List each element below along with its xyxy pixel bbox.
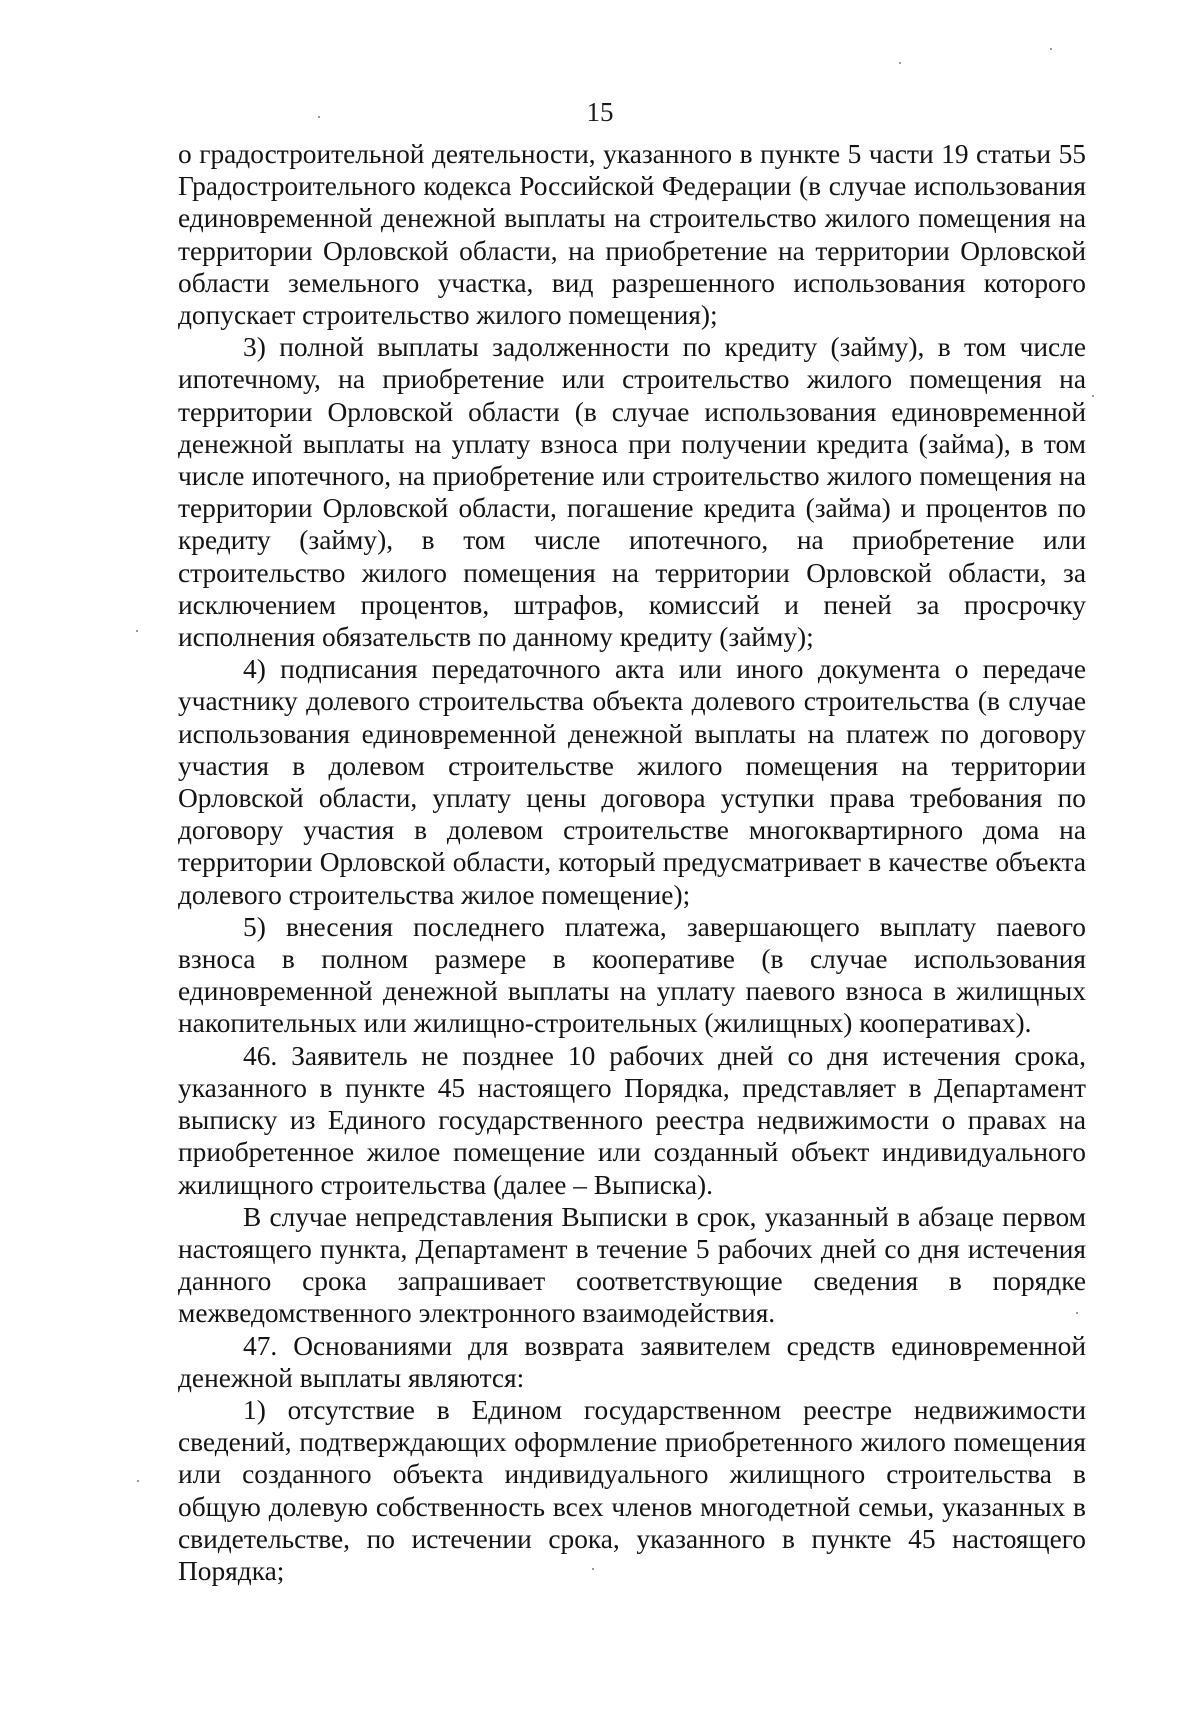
scan-speck [137,1480,139,1482]
scan-speck [1076,1312,1078,1314]
scan-speck [1092,395,1094,397]
scan-speck [899,62,901,64]
paragraph-item-5: 5) внесения последнего платежа, завершающего выплату паевого взноса в полном размере в кооперативе (в случае использования единовременной денежной выплаты на уплату паевого взноса в жилищных накопительных или жилищно-строительных (жилищных) кооперативах). [178,911,1086,1039]
paragraph-item-3: 3) полной выплаты задолженности по кредиту (займу), в том числе ипотечному, на приобретение или строительство жилого помещения на территории Орловской области (в случае использования единовременной денежной выплаты на уплату взноса при получении кредита (займа), в том числе ипотечного, на приобретение или строительство жилого помещения на территории Орловской области, погашение кредита (займа) и процентов по кредиту (займу), в том числе ипотечного, на приобретение или строительство жилого помещения на территории Орловской области, за исключением процентов, штрафов, комиссий и пеней за просрочку исполнения обязательств по данному кредиту (займу); [178,332,1086,653]
page-number: 15 [586,97,614,127]
scan-speck [136,630,138,632]
paragraph-clause-47: 47. Основаниями для возврата заявителем средств единовременной денежной выплаты являются: [178,1330,1086,1393]
document-body [178,138,1086,1587]
paragraph-continuation: о градостроительной деятельности, указанного в пункте 5 части 19 статьи 55 Градостроительного кодекса Российской Федерации (в случае использования единовременной денежной выплаты на строительство жилого помещения на территории Орловской области, на приобретение на территории Орловской области земельного участка, вид разрешенного использования которого допускает строительство жилого помещения); [178,139,1086,331]
paragraph-clause-46: 46. Заявитель не позднее 10 рабочих дней со дня истечения срока, указанного в пункте 45 настоящего Порядка, представляет в Департамент выписку из Единого государственного реестра недвижимости о правах на приобретенное жилое помещение или созданный объект индивидуального жилищного строительства (далее – Выписка). [178,1040,1086,1200]
paragraph-item-4: 4) подписания передаточного акта или иного документа о передаче участнику долевого строительства объекта долевого строительства (в случае использования единовременной денежной выплаты на платеж по договору участия в долевом строительстве жилого помещения на территории Орловской области, уплату цены договора уступки права требования по договору участия в долевом строительстве многоквартирного дома на территории Орловской области, который предусматривает в качестве объекта долевого строительства жилое помещение); [178,654,1086,910]
scan-speck [318,116,320,118]
paragraph-clause-47-item-1: 1) отсутствие в Едином государственном реестре недвижимости сведений, подтверждающих оформление приобретенного жилого помещения или созданного объекта индивидуального жилищного строительства в общую долевую собственность всех членов многодетной семьи, указанных в свидетельстве, по истечении срока, указанного в пункте 45 настоящего Порядка; [178,1394,1086,1586]
scan-speck [1050,48,1052,50]
scan-speck [592,1568,594,1570]
paragraph-clause-46-second: В случае непредставления Выписки в срок, указанный в абзаце первом настоящего пункта, Департамент в течение 5 рабочих дней со дня истечения данного срока запрашивает соответствующие сведения в порядке межведомственного электронного взаимодействия. [178,1201,1086,1329]
